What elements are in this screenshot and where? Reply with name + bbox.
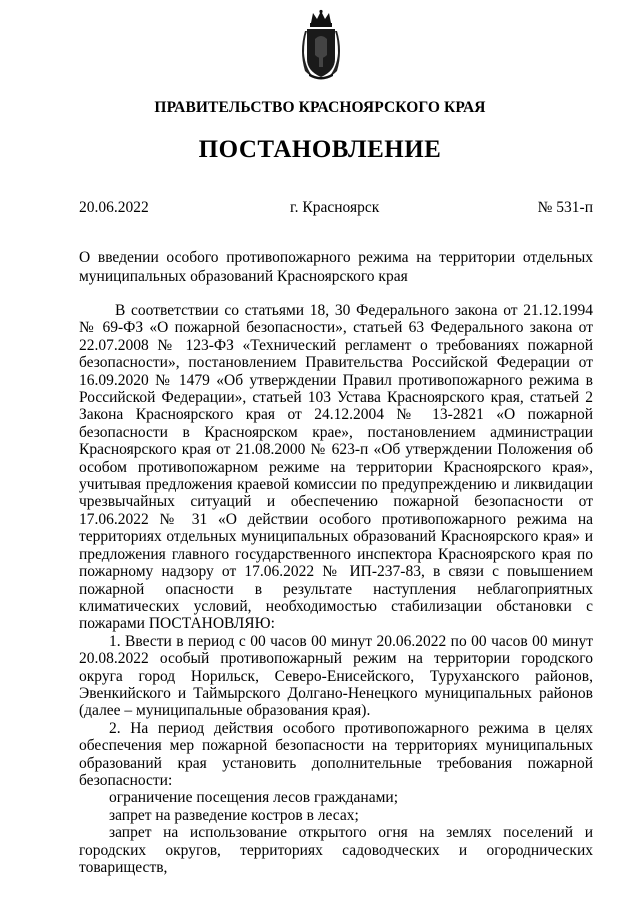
document-number: № 531-п [537, 199, 593, 216]
document-title: ПОСТАНОВЛЕНИЕ [198, 136, 442, 163]
document-subject: О введении особого противопожарного режима на территории отдельных муниципальных образований Красноярского края [79, 249, 593, 285]
requirement-1: ограничение посещения лесов гражданами; [109, 789, 399, 807]
coat-of-arms-icon [299, 9, 343, 81]
requirement-2: запрет на разведение костров в лесах; [109, 806, 359, 824]
document-date: 20.06.2022 [79, 199, 149, 216]
requirement-3: запрет на использование открытого огня на землях поселений и городских округов, территориях садоводческих и огороднических товариществ, [79, 824, 593, 876]
document-city: г. Красноярск [290, 199, 380, 216]
government-name: ПРАВИТЕЛЬСТВО КРАСНОЯРСКОГО КРАЯ [154, 99, 486, 116]
item-1-paragraph: 1. Ввести в период с 00 часов 00 минут 20.06.2022 по 00 часов 00 минут 20.08.2022 особый противопожарный режим на территории городского округа город Норильск, Северо-Енисейского, Туруханского районов, Эвенкийского и Таймырского Долгано-Ненецкого муниципальных районов (далее – муниципальные образования края). [79, 632, 593, 720]
document-body [79, 302, 593, 876]
document-meta [79, 199, 593, 219]
item-2-paragraph: 2. На период действия особого противопожарного режима в целях обеспечения мер пожарной безопасности на территориях муниципальных образований края установить дополнительные требования пожарной безопасности: [79, 719, 593, 789]
preamble-paragraph: В соответствии со статьями 18, 30 Федерального закона от 21.12.1994 № 69-ФЗ «О пожарной безопасности», статьей 63 Федерального закона от 22.07.2008 № 123-ФЗ «Технический регламент о требованиях пожарной безопасности», постановлением Правительства Российской Федерации от 16.09.2020 № 1479 «Об утверждении Правил противопожарного режима в Российской Федерации», статьей 103 Устава Красноярского края, статьей 2 Закона Красноярского края от 24.12.2004 № 13-2821 «О пожарной безопасности в Красноярском крае», постановлением администрации Красноярского края от 21.08.2000 № 623-п «Об утверждении Положения об особом противопожарном режиме на территории Красноярского края», учитывая предложения краевой комиссии по предупреждению и ликвидации чрезвычайных ситуаций и обеспечению пожарной безопасности от 17.06.2022 № 31 «О действии особого противопожарного режима на территориях отдельных муниципальных образований Красноярского края» и предложения главного государственного инспектора Красноярского края по пожарному надзору от 17.06.2022 № ИП-237-83, в связи с повышением пожарной опасности в результате наступления неблагоприятных климатических условий, необходимостью стабилизации обстановки с пожарами ПОСТАНОВЛЯЮ: [79, 302, 593, 633]
